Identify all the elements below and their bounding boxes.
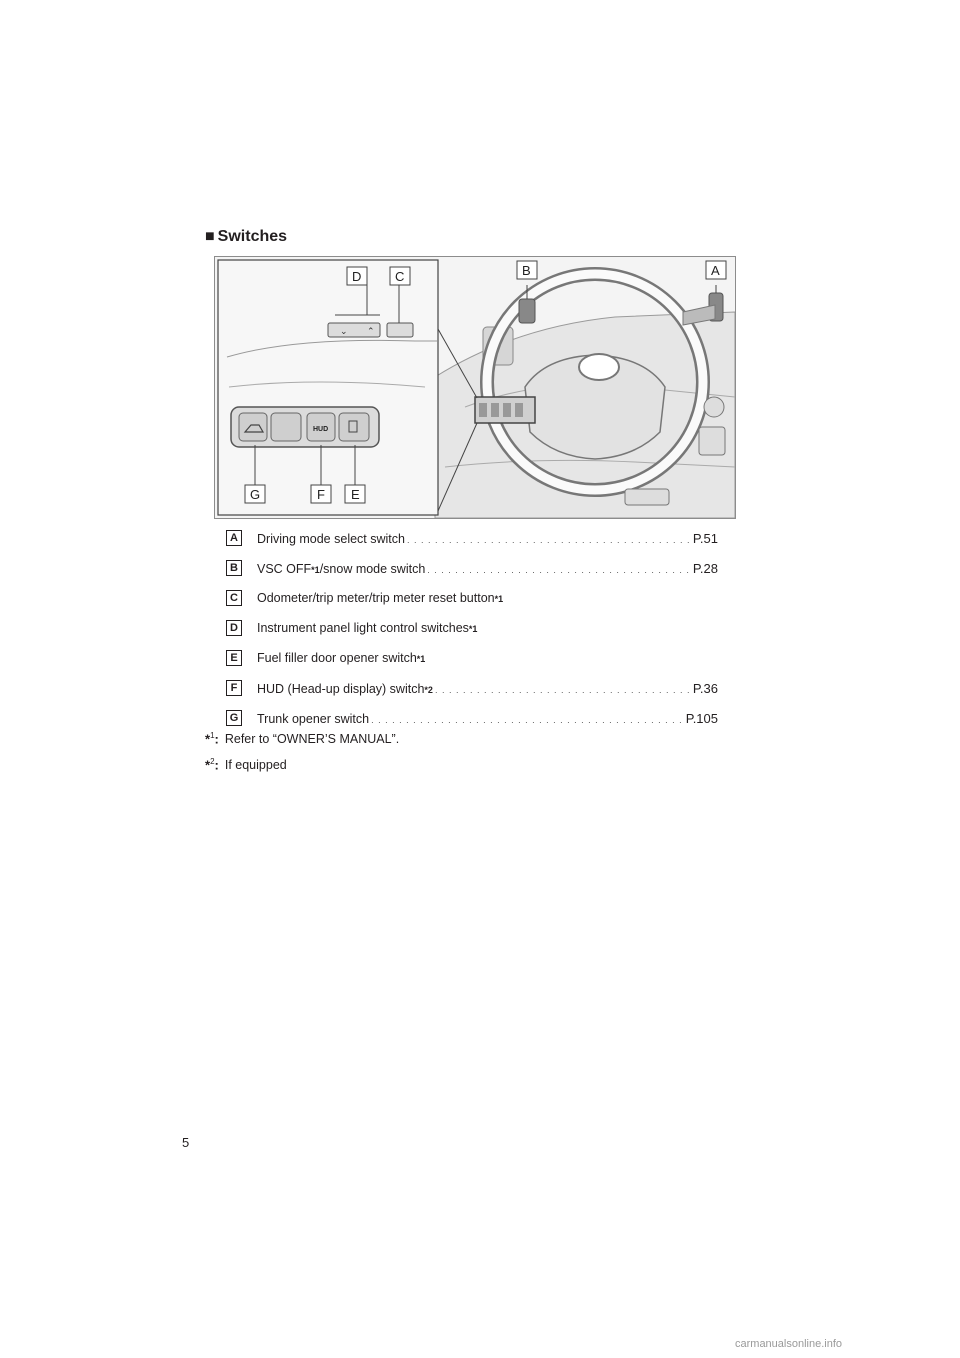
item-letter: A [226, 530, 242, 546]
list-item-d: D Instrument panel light control switches *1 [226, 613, 718, 643]
item-label: Driving mode select switch [257, 531, 405, 546]
footnote-2 [205, 757, 287, 772]
callout-f: F [317, 487, 325, 502]
page-ref-link[interactable]: P.36 [692, 680, 718, 696]
switch-2 [491, 403, 499, 417]
callout-e: E [351, 487, 360, 502]
leader-dots [435, 685, 691, 695]
hud-button-label: HUD [313, 426, 329, 433]
page-number: 5 [182, 1135, 190, 1150]
trip-reset-button [387, 323, 413, 337]
item-letter: D [226, 620, 242, 636]
callout-g: G [250, 487, 261, 502]
pedal [625, 489, 669, 505]
item-label: VSC OFF [257, 561, 312, 576]
leader-dots [407, 535, 691, 545]
item-letter: C [226, 590, 242, 606]
list-item-c: C Odometer/trip meter/trip meter reset button *1 [226, 583, 718, 613]
footnote-mark: *$^1$: [205, 731, 219, 747]
footnote-text: If equipped [224, 758, 287, 773]
blank-switch-1 [271, 413, 301, 441]
item-label: Odometer/trip meter/trip meter reset button [257, 591, 495, 605]
dashboard-svg [215, 257, 735, 518]
panel-light-up-icon: ⌃ [367, 326, 375, 336]
trunk-opener-button [239, 413, 267, 441]
callout-a: A [711, 263, 720, 278]
list-item-a [226, 523, 718, 553]
item-letter: G [226, 710, 242, 726]
item-label: Trunk opener switch [257, 711, 370, 726]
watermark: carmanualsonline.info [735, 1338, 843, 1350]
list-item-b: B VSC OFF *1 /snow mode switch . . . P.28 [226, 553, 718, 583]
right-switch-panel [699, 427, 725, 455]
item-letter: E [226, 650, 242, 666]
section-title-text: Switches [217, 228, 288, 245]
page-ref-link[interactable]: P.51 [692, 530, 718, 546]
item-label: HUD (Head-up display) switch [257, 681, 425, 696]
item-letter: B [226, 560, 242, 576]
section-title [205, 228, 287, 246]
list-item-f: F HUD (Head-up display) switch *2 . . . P.36 [226, 673, 718, 703]
leader-dots [427, 565, 691, 575]
list-item-e: E Fuel filler door opener switch *1 [226, 643, 718, 673]
section-marker: ■ [205, 228, 215, 245]
page-ref-link[interactable]: P.105 [685, 710, 718, 726]
switch-1 [479, 403, 487, 417]
inset-panel [218, 260, 438, 515]
callout-b: B [522, 263, 531, 278]
item-label: Instrument panel light control switches [257, 621, 469, 635]
vsc-off-switch-knob [519, 299, 535, 323]
fuel-door-button [339, 413, 369, 441]
item-label-suffix: /snow mode switch [319, 561, 426, 576]
lexus-emblem [579, 354, 619, 380]
list-item-g [226, 703, 718, 733]
switch-list [226, 523, 718, 733]
page-ref-link[interactable]: P.28 [692, 560, 718, 576]
item-label: Fuel filler door opener switch [257, 651, 417, 665]
dashboard-illustration [214, 256, 736, 519]
callout-d: D [352, 269, 362, 284]
item-letter: F [226, 680, 242, 696]
leader-dots [371, 715, 684, 725]
footnote-mark: *$^2$: [205, 757, 219, 773]
panel-light-down-icon: ⌄ [340, 326, 348, 336]
switch-4 [515, 403, 523, 417]
footnote-text: Refer to “OWNER’S MANUAL”. [224, 732, 400, 747]
start-button [704, 397, 724, 417]
footnote-1 [205, 731, 399, 746]
switch-3 [503, 403, 511, 417]
callout-c: C [395, 269, 405, 284]
